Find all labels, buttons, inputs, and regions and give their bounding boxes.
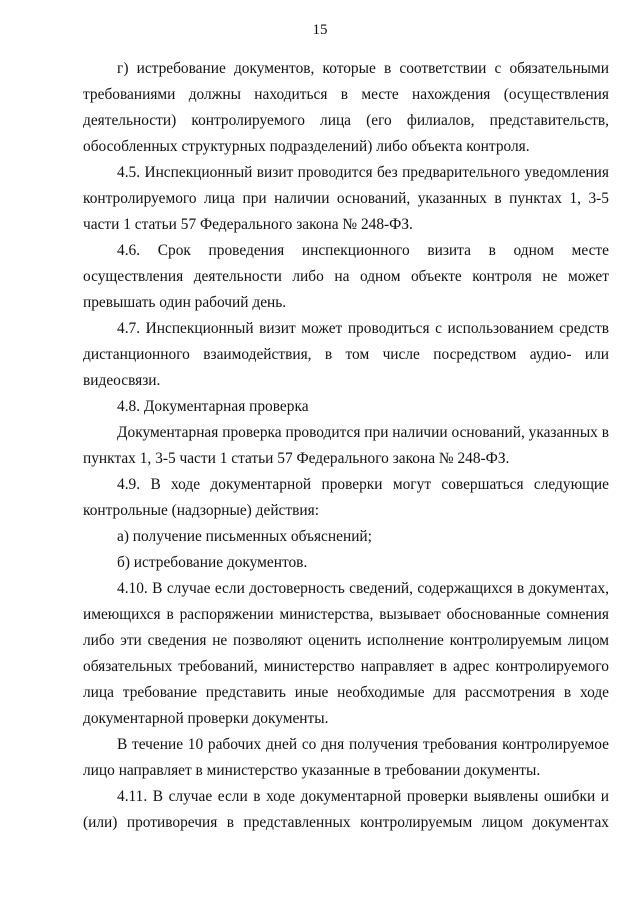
paragraph-4-7: 4.7. Инспекционный визит может проводиться с использованием средств дистанционного взаимодействия, в том числе посредством аудио- или видеосвязи.: [83, 320, 609, 389]
list-item-b: б) истребование документов.: [117, 554, 308, 571]
page-number: 15: [312, 22, 328, 38]
paragraph-4-5: 4.5. Инспекционный визит проводится без предварительного уведомления контролируемого лица при наличии оснований, указанных в пунктах 1, 3-5 части 1 статьи 57 Федерального закона № 248-ФЗ.: [83, 164, 609, 233]
paragraph-4-8-text: Документарная проверка проводится при наличии оснований, указанных в пунктах 1, 3-5 части 1 статьи 57 Федерального закона № 248-ФЗ.: [83, 424, 609, 467]
paragraph-item-g: г) истребование документов, которые в соответствии с обязательными требованиями должны находиться в месте нахождения (осуществления деятельности) контролируемого лица (его филиалов, представительств, обособленных структурных подразделений) либо объекта контроля.: [83, 60, 609, 155]
paragraph-4-10-deadline: В течение 10 рабочих дней со дня получения требования контролируемое лицо направляет в министерство указанные в требовании документы.: [83, 736, 609, 779]
paragraph-4-9: 4.9. В ходе документарной проверки могут совершаться следующие контрольные (надзорные) действия:: [83, 476, 609, 519]
paragraph-4-10: 4.10. В случае если достоверность сведений, содержащихся в документах, имеющихся в распоряжении министерства, вызывает обоснованные сомнения либо эти сведения не позволяют оценить исполнение контролируемым лицом обязательных требований, министерство направляет в адрес контролируемого лица требование представить иные необходимые для рассмотрения в ходе документарной проверки документы.: [83, 580, 609, 727]
document-body: [83, 56, 609, 836]
list-item-a: а) получение письменных объяснений;: [117, 528, 372, 545]
paragraph-4-11: 4.11. В случае если в ходе документарной проверки выявлены ошибки и (или) противоречия в представленных контролируемым лицом документах: [83, 788, 609, 831]
section-heading-4-8: 4.8. Документарная проверка: [117, 398, 309, 415]
paragraph-4-6: 4.6. Срок проведения инспекционного визита в одном месте осуществления деятельности либо на одном объекте контроля не может превышать один рабочий день.: [83, 242, 609, 311]
